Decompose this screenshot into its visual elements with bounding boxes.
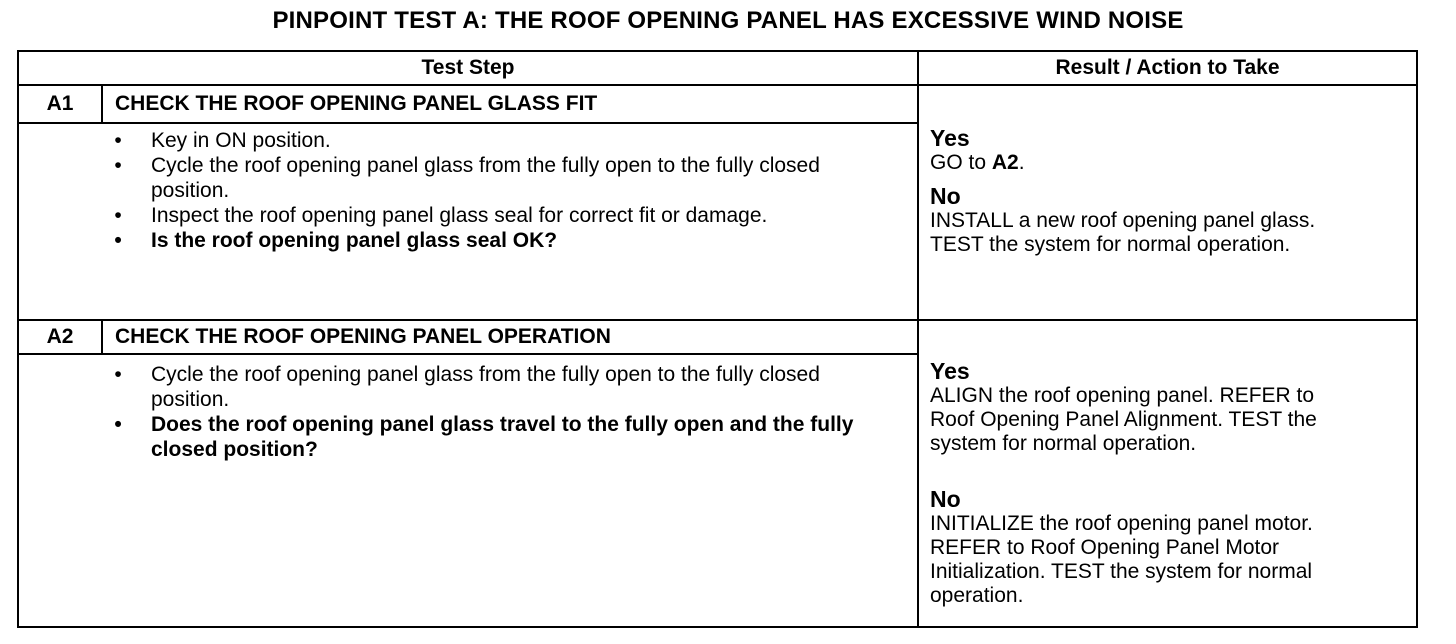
yes-action-line: ALIGN the roof opening panel. REFER to: [930, 384, 1315, 407]
step-separator: [19, 319, 1416, 321]
list-item: • Cycle the roof opening panel glass from the fully open to the fully closed position.: [114, 154, 820, 202]
bullet-icon: •: [114, 204, 122, 227]
no-label: No: [930, 486, 961, 512]
no-label: No: [930, 183, 961, 209]
bullet-icon: •: [114, 229, 122, 252]
result-a1: [930, 125, 1410, 257]
no-action-line: Initialization. TEST the system for normal: [930, 560, 1313, 583]
step-a1-instructions: [113, 128, 873, 253]
column-divider: [917, 52, 919, 626]
a1-title-divider: [19, 122, 917, 124]
step-id-a2: A2: [46, 325, 74, 348]
yes-action-line: Roof Opening Panel Alignment. TEST the: [930, 408, 1317, 431]
a2-id-divider: [101, 321, 103, 353]
step-question: • Is the roof opening panel glass seal OK?: [114, 229, 558, 252]
yes-action: GO to A2.: [930, 151, 1025, 174]
yes-label: Yes: [930, 125, 970, 151]
page-title: PINPOINT TEST A: THE ROOF OPENING PANEL HAS EXCESSIVE WIND NOISE: [272, 7, 1184, 34]
step-reference-link: A2: [991, 151, 1019, 174]
list-item: • Cycle the roof opening panel glass from the fully open to the fully closed position.: [114, 363, 820, 411]
result-a2: [930, 358, 1410, 608]
no-action-line: REFER to Roof Opening Panel Motor: [930, 536, 1280, 559]
bullet-icon: •: [114, 363, 122, 386]
bullet-icon: •: [114, 154, 122, 177]
a1-id-divider: [101, 86, 103, 122]
step-id-a1: A1: [46, 92, 74, 115]
no-action-line: INITIALIZE the roof opening panel motor.: [930, 512, 1313, 535]
a2-title-divider: [19, 353, 917, 355]
no-action-line: INSTALL a new roof opening panel glass.: [930, 209, 1316, 232]
no-action-line: operation.: [930, 584, 1024, 607]
pinpoint-test-table: [17, 50, 1418, 628]
no-action-line: TEST the system for normal operation.: [930, 233, 1291, 256]
bullet-icon: •: [114, 129, 122, 152]
step-title-a1: CHECK THE ROOF OPENING PANEL GLASS FIT: [115, 92, 598, 115]
step-question: • Does the roof opening panel glass travel to the fully open and the fully closed position?: [114, 413, 854, 461]
bullet-icon: •: [114, 413, 122, 436]
yes-action-line: system for normal operation.: [930, 432, 1197, 455]
list-item: • Inspect the roof opening panel glass seal for correct fit or damage.: [114, 204, 768, 227]
step-a2-instructions: [113, 362, 873, 462]
step-title-a2: CHECK THE ROOF OPENING PANEL OPERATION: [115, 325, 611, 348]
result-header: Result / Action to Take: [1055, 56, 1280, 79]
list-item: • Key in ON position.: [114, 129, 331, 152]
yes-label: Yes: [930, 358, 970, 384]
test-step-header: Test Step: [421, 56, 515, 79]
header-row-divider: [19, 84, 1416, 86]
